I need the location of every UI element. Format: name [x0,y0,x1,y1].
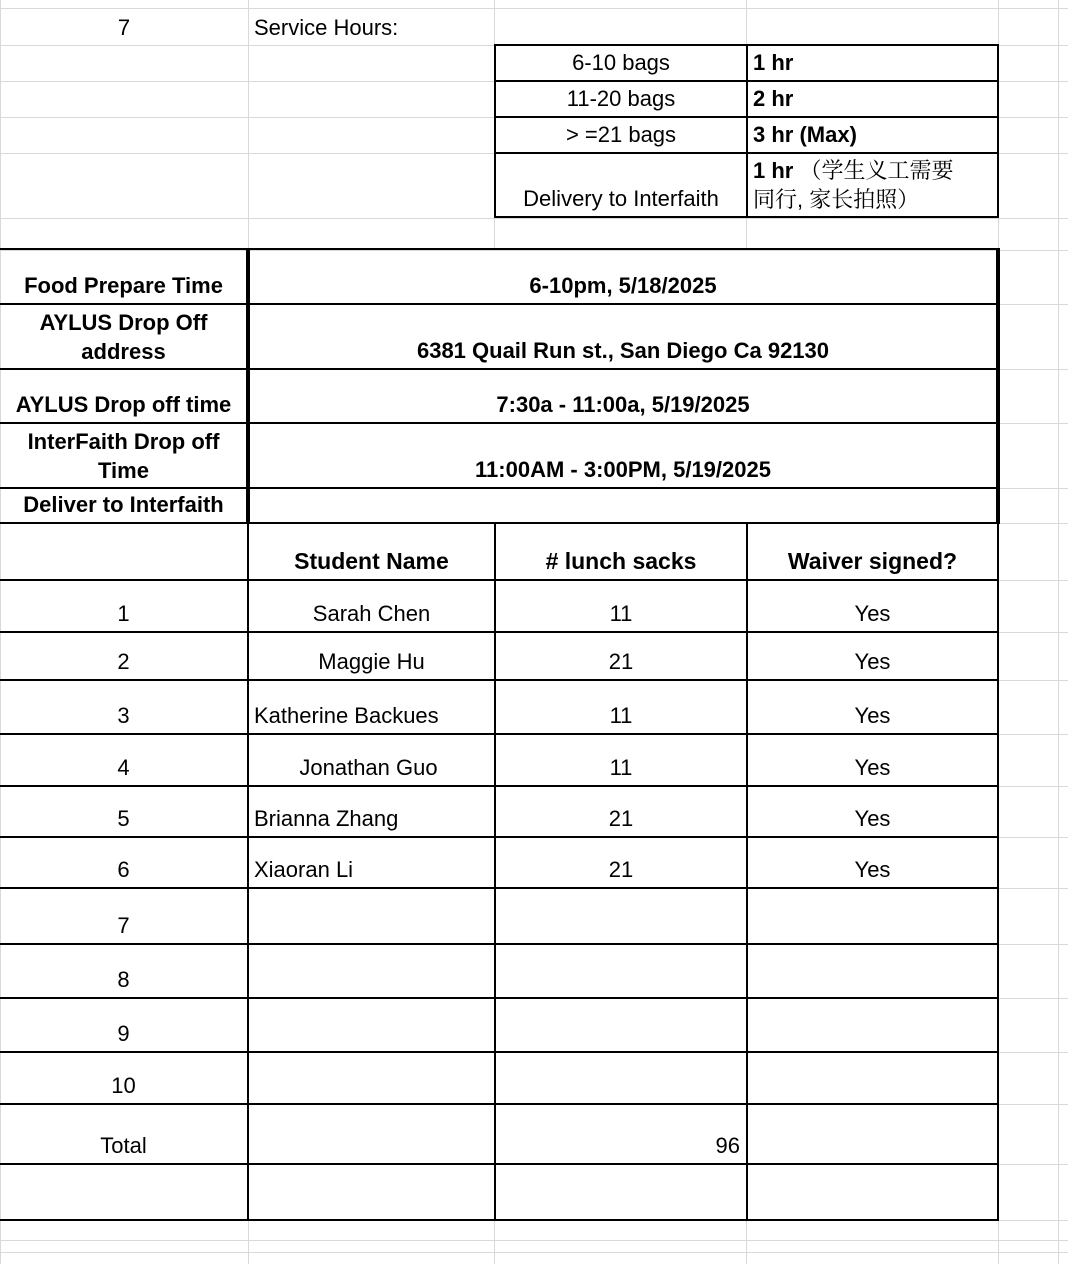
row-number[interactable]: 5 [117,806,130,831]
waiver-cell[interactable] [748,889,997,943]
drop-off-address-label-line1: AYLUS Drop Off [39,310,208,335]
drop-off-time-label[interactable]: AYLUS Drop off time [15,392,232,417]
waiver-cell[interactable]: Yes [854,601,891,626]
service-hours-value-cell[interactable]: 1 hr [753,50,794,75]
student-name-cell[interactable]: Brianna Zhang [254,806,399,831]
food-prepare-label[interactable]: Food Prepare Time [24,273,223,298]
drop-off-address-label[interactable] [0,305,247,368]
total-waiver-cell[interactable] [748,1105,997,1163]
student-name-cell[interactable]: Xiaoran Li [254,857,354,882]
row-number[interactable]: 3 [117,703,130,728]
service-hours-value-cell[interactable]: 2 hr [753,86,794,111]
service-hours-bags-cell[interactable]: > =21 bags [565,122,677,147]
lunch-sacks-cell[interactable]: 21 [608,649,634,674]
service-hours-bags-cell[interactable]: 6-10 bags [572,50,670,75]
interfaith-time-label-line1: InterFaith Drop off [27,429,220,454]
service-hours-label[interactable]: Service Hours: [254,15,399,40]
row-number[interactable]: 4 [117,755,130,780]
lunch-sacks-cell[interactable]: 11 [609,601,633,626]
service-hours-bags-cell[interactable]: 11-20 bags [566,86,676,111]
service-hours-value-cell[interactable]: 3 hr (Max) [753,122,857,147]
interfaith-time-value[interactable]: 11:00AM - 3:00PM, 5/19/2025 [475,457,771,482]
student-name-cell[interactable]: Maggie Hu [318,649,425,674]
lunch-sacks-cell[interactable]: 11 [609,703,633,728]
deliver-value[interactable] [250,489,996,522]
interfaith-time-label-line2: Time [98,458,149,483]
interfaith-time-label[interactable] [0,424,247,487]
row-number[interactable]: 7 [117,913,130,938]
lunch-sacks-cell[interactable]: 21 [608,806,634,831]
lunch-sacks-cell[interactable] [496,1053,746,1103]
row-number[interactable]: 9 [117,1021,130,1046]
waiver-cell[interactable] [748,1053,997,1103]
student-name-cell[interactable]: Sarah Chen [312,601,431,626]
lunch-sacks-cell[interactable]: 11 [609,755,633,780]
drop-off-address-label-line2: address [81,339,166,364]
row-number-cell[interactable]: 7 [117,15,131,40]
service-hours-value-cell[interactable] [748,154,997,216]
waiver-cell[interactable]: Yes [854,755,891,780]
student-name-cell[interactable] [249,999,494,1051]
service-hours-value-bold: 1 hr [753,158,794,183]
waiver-cell[interactable] [748,999,997,1051]
header-waiver-signed[interactable]: Waiver signed? [787,548,958,574]
waiver-cell[interactable]: Yes [854,806,891,831]
header-lunch-sacks[interactable]: # lunch sacks [545,548,697,574]
waiver-cell[interactable] [748,945,997,997]
student-name-cell[interactable]: Katherine Backues [254,703,439,728]
row-number[interactable]: 2 [117,649,130,674]
drop-off-time-value[interactable]: 7:30a - 11:00a, 5/19/2025 [496,392,750,417]
header-student-name[interactable]: Student Name [294,548,449,574]
total-name-cell[interactable] [249,1105,494,1163]
row-number[interactable]: 1 [117,601,130,626]
row-number[interactable]: 10 [111,1073,136,1098]
deliver-label[interactable]: Deliver to Interfaith [23,492,224,517]
waiver-cell[interactable]: Yes [854,857,891,882]
waiver-cell[interactable]: Yes [854,703,891,728]
food-prepare-value[interactable]: 6-10pm, 5/18/2025 [529,273,717,298]
row-number[interactable]: 8 [117,967,130,992]
lunch-sacks-cell[interactable] [496,889,746,943]
lunch-sacks-cell[interactable] [496,945,746,997]
service-hours-bags-cell[interactable]: Delivery to Interfaith [523,186,719,211]
row-number[interactable]: 6 [117,857,130,882]
total-label[interactable]: Total [100,1133,147,1158]
waiver-cell[interactable]: Yes [854,649,891,674]
drop-off-address-value[interactable]: 6381 Quail Run st., San Diego Ca 92130 [416,338,830,363]
student-name-cell[interactable] [249,945,494,997]
lunch-sacks-cell[interactable]: 21 [608,857,634,882]
student-name-cell[interactable]: Jonathan Guo [299,755,438,780]
service-hours-note-line1: （学生义工需要 [799,158,954,183]
service-hours-note-line2: 同行, 家长拍照） [753,187,920,212]
total-value[interactable]: 96 [715,1133,740,1158]
student-name-cell[interactable] [249,1053,494,1103]
student-name-cell[interactable] [249,889,494,943]
lunch-sacks-cell[interactable] [496,999,746,1051]
